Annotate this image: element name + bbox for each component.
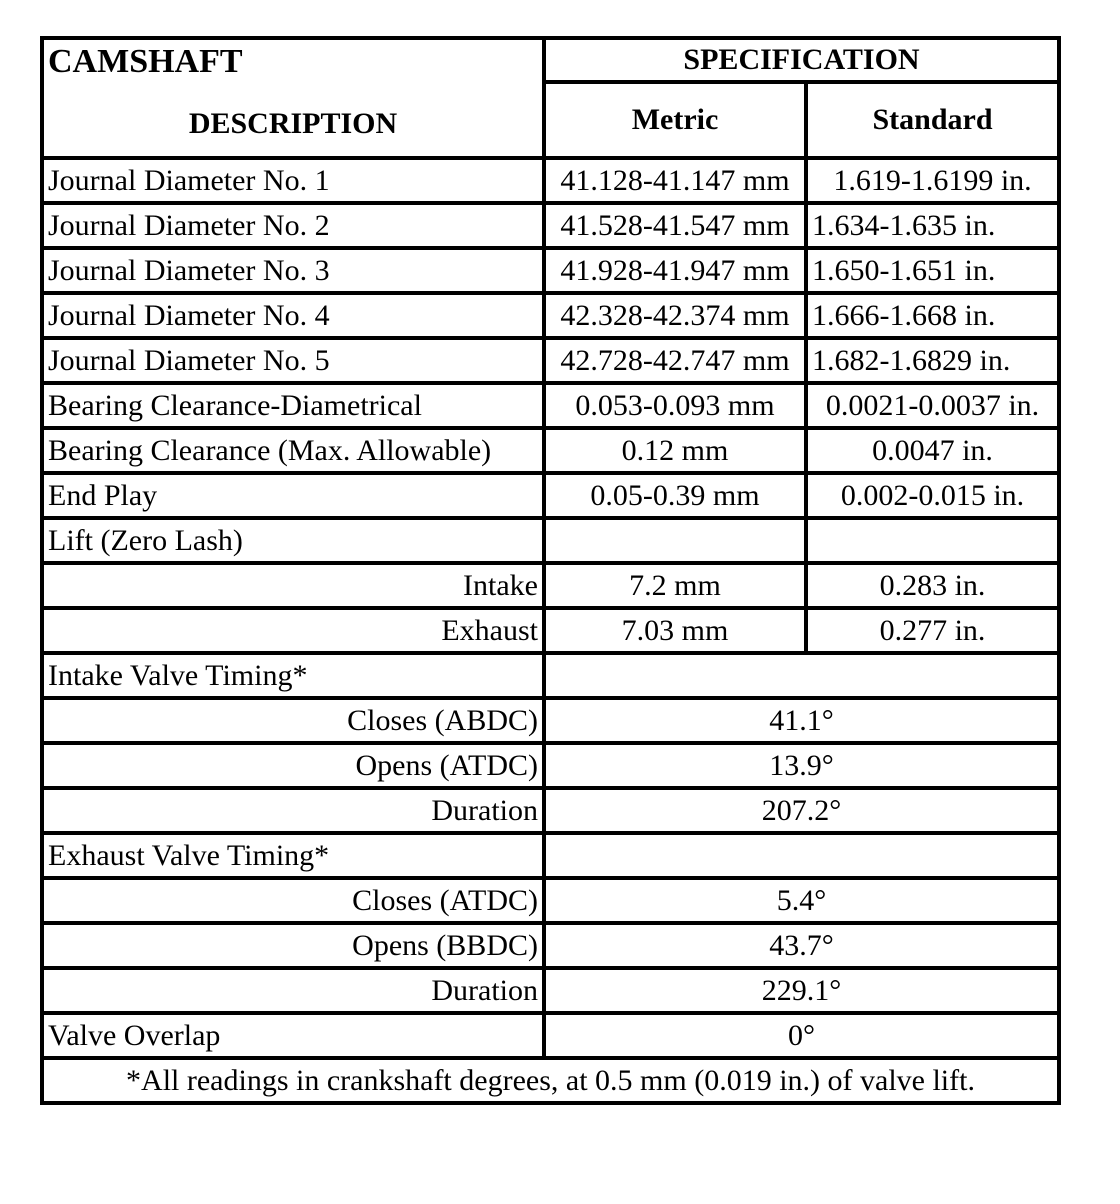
table-row <box>42 158 1059 203</box>
exhaust-opens-value: 43.7° <box>544 923 1059 968</box>
row-metric: 0.053-0.093 mm <box>544 383 806 428</box>
intake-opens-value: 13.9° <box>544 743 1059 788</box>
intake-opens-label: Opens (ATDC) <box>42 743 544 788</box>
lift-exhaust-metric: 7.03 mm <box>544 608 806 653</box>
valve-overlap-value: 0° <box>544 1013 1059 1058</box>
lift-intake-label: Intake <box>42 563 544 608</box>
lift-exhaust-standard: 0.277 in. <box>806 608 1059 653</box>
empty-cell <box>544 518 806 563</box>
intake-duration-label: Duration <box>42 788 544 833</box>
row-description: Journal Diameter No. 4 <box>42 293 544 338</box>
exhaust-closes-row <box>42 878 1059 923</box>
metric-heading: Metric <box>544 82 806 158</box>
lift-intake-metric: 7.2 mm <box>544 563 806 608</box>
intake-duration-value: 207.2° <box>544 788 1059 833</box>
standard-heading: Standard <box>806 82 1059 158</box>
lift-intake-row <box>42 563 1059 608</box>
exhaust-duration-label: Duration <box>42 968 544 1013</box>
exhaust-opens-label: Opens (BBDC) <box>42 923 544 968</box>
row-metric: 41.128-41.147 mm <box>544 158 806 203</box>
footnote-row <box>42 1058 1059 1103</box>
lift-exhaust-label: Exhaust <box>42 608 544 653</box>
valve-overlap-label: Valve Overlap <box>42 1013 544 1058</box>
intake-opens-row <box>42 743 1059 788</box>
table-row <box>42 248 1059 293</box>
camshaft-spec-table <box>40 36 1061 1105</box>
exhaust-closes-value: 5.4° <box>544 878 1059 923</box>
row-standard: 0.002-0.015 in. <box>806 473 1059 518</box>
exhaust-duration-value: 229.1° <box>544 968 1059 1013</box>
row-standard: 0.0047 in. <box>806 428 1059 473</box>
exhaust-timing-title-row <box>42 833 1059 878</box>
table-row <box>42 338 1059 383</box>
intake-timing-title: Intake Valve Timing* <box>42 653 544 698</box>
intake-timing-title-row <box>42 653 1059 698</box>
exhaust-closes-label: Closes (ATDC) <box>42 878 544 923</box>
row-metric: 41.928-41.947 mm <box>544 248 806 293</box>
footnote: *All readings in crankshaft degrees, at 0.5 mm (0.019 in.) of valve lift. <box>42 1058 1059 1103</box>
valve-overlap-row <box>42 1013 1059 1058</box>
intake-closes-row <box>42 698 1059 743</box>
empty-cell <box>544 833 1059 878</box>
empty-cell <box>806 518 1059 563</box>
header-row <box>42 38 1059 82</box>
lift-title: Lift (Zero Lash) <box>42 518 544 563</box>
row-metric: 42.328-42.374 mm <box>544 293 806 338</box>
row-standard: 1.650-1.651 in. <box>806 248 1059 293</box>
row-metric: 0.12 mm <box>544 428 806 473</box>
row-standard: 1.682-1.6829 in. <box>806 338 1059 383</box>
row-description: Journal Diameter No. 5 <box>42 338 544 383</box>
row-description: Bearing Clearance (Max. Allowable) <box>42 428 544 473</box>
row-standard: 0.0021-0.0037 in. <box>806 383 1059 428</box>
lift-title-row <box>42 518 1059 563</box>
row-standard: 1.666-1.668 in. <box>806 293 1059 338</box>
row-description: Journal Diameter No. 1 <box>42 158 544 203</box>
row-metric: 41.528-41.547 mm <box>544 203 806 248</box>
intake-closes-label: Closes (ABDC) <box>42 698 544 743</box>
camshaft-description-header <box>42 38 544 158</box>
empty-cell <box>544 653 1059 698</box>
exhaust-opens-row <box>42 923 1059 968</box>
row-metric: 42.728-42.747 mm <box>544 338 806 383</box>
lift-intake-standard: 0.283 in. <box>806 563 1059 608</box>
intake-closes-value: 41.1° <box>544 698 1059 743</box>
table-row <box>42 383 1059 428</box>
row-description: End Play <box>42 473 544 518</box>
row-standard: 1.619-1.6199 in. <box>806 158 1059 203</box>
camshaft-title: CAMSHAFT <box>48 43 243 80</box>
table-row <box>42 203 1059 248</box>
row-description: Journal Diameter No. 2 <box>42 203 544 248</box>
row-description: Journal Diameter No. 3 <box>42 248 544 293</box>
description-heading: DESCRIPTION <box>188 107 398 140</box>
table-row <box>42 473 1059 518</box>
row-metric: 0.05-0.39 mm <box>544 473 806 518</box>
row-standard: 1.634-1.635 in. <box>806 203 1059 248</box>
lift-exhaust-row <box>42 608 1059 653</box>
intake-duration-row <box>42 788 1059 833</box>
exhaust-timing-title: Exhaust Valve Timing* <box>42 833 544 878</box>
specification-heading: SPECIFICATION <box>544 38 1059 82</box>
table-row <box>42 293 1059 338</box>
row-description: Bearing Clearance-Diametrical <box>42 383 544 428</box>
table-row <box>42 428 1059 473</box>
exhaust-duration-row <box>42 968 1059 1013</box>
